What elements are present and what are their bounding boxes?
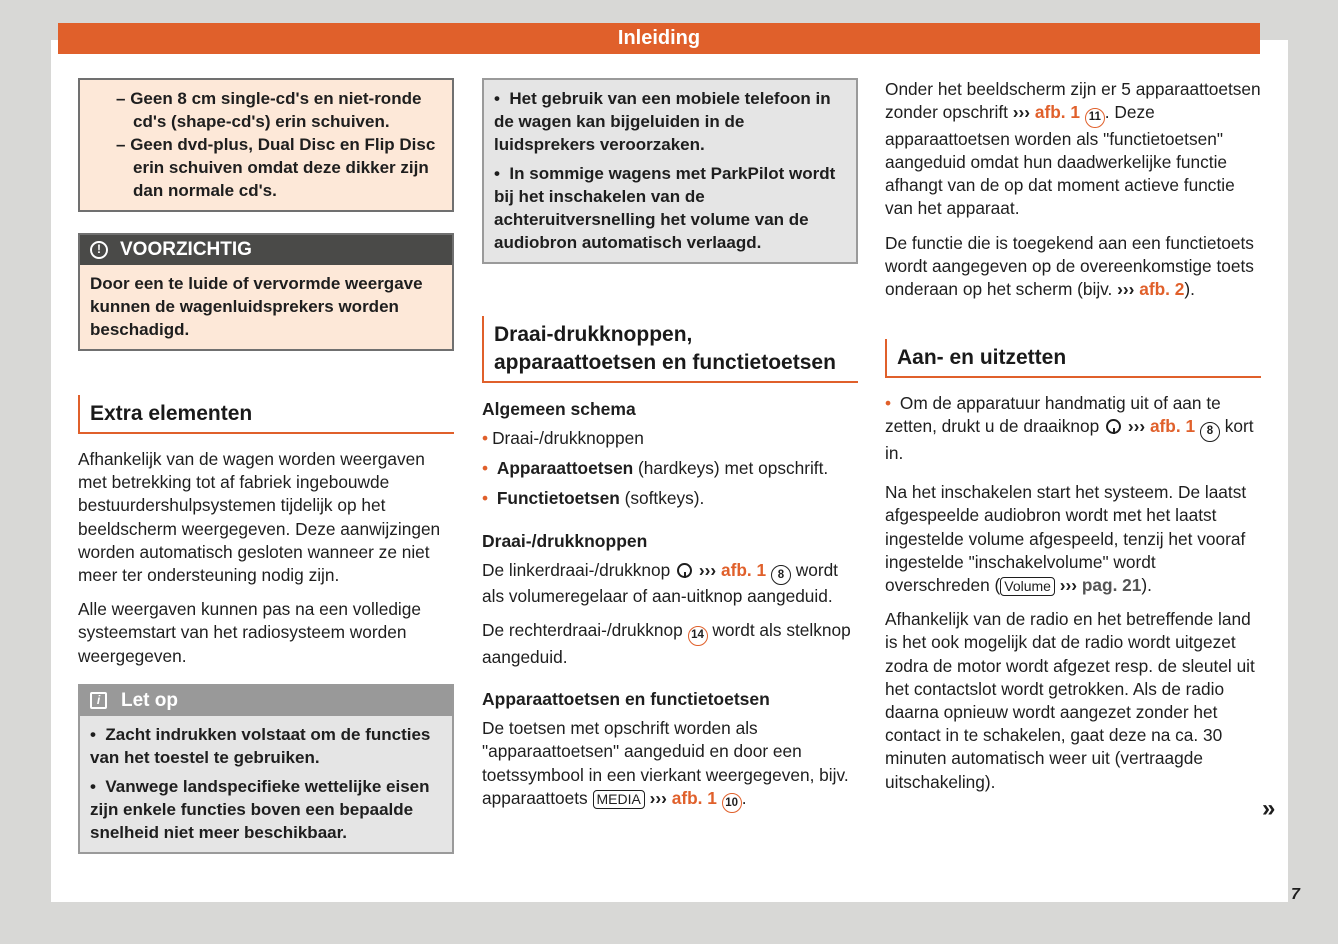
caution-title: VOORZICHTIG [120,239,252,261]
paragraph: De linkerdraai-/drukknop ››› afb. 1 8 wordt als volumeregelaar of aan-uitknop aangeduid. [482,559,838,607]
callout-number: 8 [771,565,791,585]
bullet-icon: • [482,428,489,448]
figure-reference-link[interactable]: afb. 2 [1139,279,1185,300]
chapter-header: Inleiding [58,23,1260,54]
list-item: • Draai-/drukknoppen [482,428,644,448]
knob-icon [1106,419,1121,434]
note-header [80,686,452,716]
note-title: Let op [121,690,178,712]
note-body [80,716,452,852]
bullet-icon: • [482,458,489,479]
paragraph: De toetsen met opschrift worden als "apparaattoetsen" aangeduid en door een toetssymbool in een vierkant weergegeven, bijv. apparaattoets MEDIA ››› afb. 1 10 . [482,717,858,813]
figure-reference-link[interactable]: afb. 1 [1034,102,1080,123]
info-icon: i [90,692,107,709]
caution-header [80,235,452,265]
subheading-algemeen-schema: Algemeen schema [482,399,636,419]
list-item: • Vanwege landspecifieke wettelijke eisen zijn enkele functies boven een bepaalde snelheid niet meer beschikbaar. [90,776,430,842]
callout-number: 8 [1200,422,1220,442]
paragraph: Afhankelijk van de wagen worden weergaven met betrekking tot af fabriek ingebouwde bestuurdershulpsystemen tijdelijk op het beeldscherm weergegeven. Deze aanwijzingen worden automatisch gesloten wanneer ze niet meer ter ondersteuning nodig zijn. [78,449,441,586]
section-heading-draai-drukknoppen: Draai-drukknoppen, apparaattoetsen en functietoetsen [482,316,858,383]
list-item: • Het gebruik van een mobiele telefoon in de wagen kan bijgeluiden in de luidsprekers veroorzaken. [494,89,831,154]
figure-reference-link[interactable]: afb. 1 [671,787,717,808]
note-callout [78,684,454,854]
section-heading-aan-en-uitzetten: Aan- en uitzetten [885,339,1261,378]
paragraph: Alle weergaven kunnen pas na een volledige systeemstart van het radiosysteem worden weergegeven. [78,599,421,666]
list-item: • Zacht indrukken volstaat om de functies van het toestel te gebruiken. [90,724,431,767]
list-item: – Geen dvd-plus, Dual Disc en Flip Disc erin schuiven omdat deze dikker zijn dan normale cd's. [116,135,436,200]
callout-number: 10 [722,793,742,813]
page-reference-link[interactable]: pag. 21 [1081,575,1142,596]
continue-icon: » [1262,795,1276,822]
callout-number: 11 [1085,108,1105,128]
paragraph: De rechterdraai-/drukknop 14 wordt als stelknop aangeduid. [482,620,851,667]
caution-callout [78,233,454,351]
column-middle [482,78,858,824]
callout-number: 14 [688,626,708,646]
note-box [482,78,858,264]
section-heading-extra-elementen: Extra elementen [78,395,454,434]
figure-reference-link[interactable]: afb. 1 [1149,416,1196,437]
figure-reference-link[interactable]: afb. 1 [720,559,767,580]
subheading-draai-drukknoppen: Draai-/drukknoppen [482,530,648,551]
paragraph: Na het inschakelen start het systeem. De laatst afgespeelde audiobron wordt met het laatst ingestelde volume afgespeeld, tenzij het vooraf ingestelde "inschakelvolume" wordt overschreden ( Volume ››› pag. 21). [885,482,1247,596]
paragraph: Onder het beeldscherm zijn er 5 apparaattoetsen zonder opschrift ››› afb. 1 11 . Deze apparaattoetsen worden als "functietoetsen" aangeduid omdat hun daadwerkelijke functie afhangt van de op dat moment actieve functie van het apparaat. [885,79,1261,219]
paragraph: De functie die is toegekend aan een functietoets wordt aangegeven op de overeenkomstige toets onderaan op het scherm (bijv. ››› afb. 2). [885,232,1254,300]
knob-icon [677,563,692,578]
column-left [78,78,454,854]
exclamation-circle-icon: ! [90,241,108,259]
subheading-apparaattoetsen: Apparaattoetsen en functietoetsen [482,689,770,710]
list-item: – Geen 8 cm single-cd's en niet-ronde cd's (shape-cd's) erin schuiven. [116,89,422,131]
media-key-symbol: MEDIA [593,790,645,809]
list-item: • In sommige wagens met ParkPilot wordt bij het inschakelen van de achteruitversnelling het volume van de audiobron automatisch verlaagd. [494,164,836,252]
paragraph: • Om de apparatuur handmatig uit of aan te zetten, drukt u de draaiknop ››› afb. 1 8 kort in. [885,393,1254,464]
bullet-icon: • [482,488,489,509]
column-right [885,78,1261,805]
cd-warning-box [78,78,454,212]
list-item: • Functietoetsen (softkeys). [482,488,705,509]
paragraph: Afhankelijk van de radio en het betreffende land is het ook mogelijk dat de radio wordt uitgezet zodra de motor wordt afgezet resp. de sleutel uit het contactslot wordt getrokken. Als de radio daarna opnieuw wordt aangezet zonder het contact in te schakelen, gaat deze na ca. 30 minuten automatisch weer uit (vertraagde uitschakeling). [885,609,1255,792]
page-number: 7 [1291,886,1300,903]
volume-key-symbol: Volume [1000,577,1055,596]
caution-text: Door een te luide of vervormde weergave kunnen de wagenluidsprekers worden beschadigd. [80,265,452,349]
list-item: • Apparaattoetsen (hardkeys) met opschrift. [482,458,829,479]
bullet-icon: • [885,393,892,414]
